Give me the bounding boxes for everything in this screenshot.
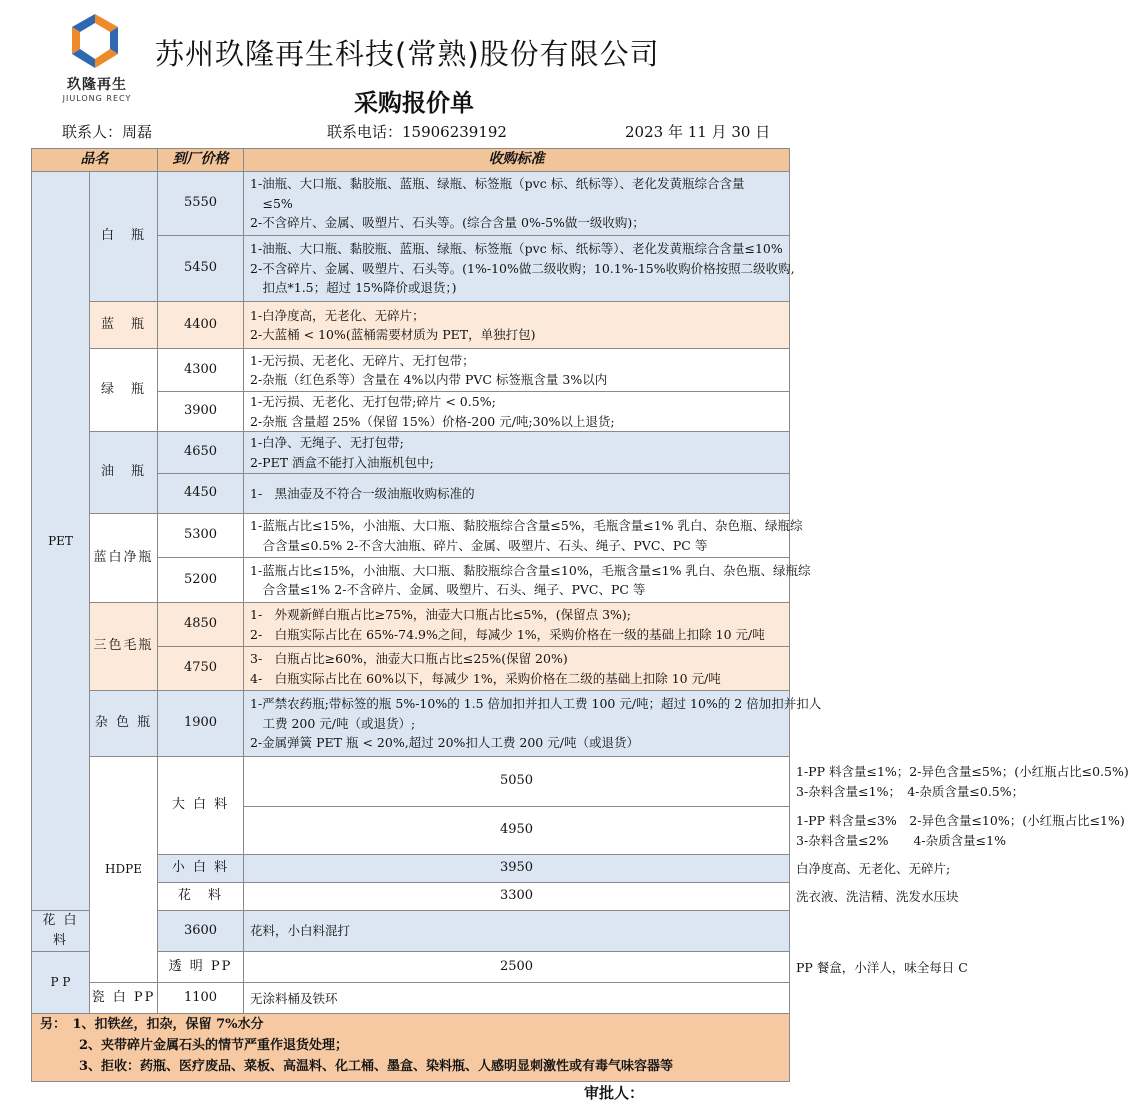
purchase-standard: 无涂料桶及铁环: [244, 983, 790, 1014]
product-price: 1900: [158, 691, 244, 757]
product-name: 绿 瓶: [90, 349, 158, 432]
header-product-name: 品名: [32, 149, 158, 172]
category-hdpe: HDPE: [90, 757, 158, 983]
product-price: 4450: [158, 474, 244, 514]
purchase-standard: 1- 外观新鲜白瓶占比≥75%，油壶大口瓶占比≤5%，(保留点 3%); 2- 白瓶实际占比在 65%-74.9%之间，每减少 1%，采购价格在一级的基础上扣除 10 元/吨: [244, 603, 790, 647]
category-pp: P P: [32, 952, 90, 1014]
note-line: 3、拒收：药瓶、医疗废品、菜板、高温料、化工桶、墨盒、染料瓶、人感明显刺激性或有毒气味容器等: [40, 1059, 674, 1075]
product-price: 2500: [244, 952, 790, 983]
contact-person: 联系人：周磊: [62, 123, 153, 141]
product-price: 5300: [158, 514, 244, 558]
product-price: 4850: [158, 603, 244, 647]
notes: [32, 1014, 790, 1082]
product-name: 小 白 料: [158, 855, 244, 883]
product-price: 5550: [158, 172, 244, 236]
product-name: 白 瓶: [90, 172, 158, 302]
product-name: 三色毛瓶: [90, 603, 158, 691]
product-price: 4950: [244, 807, 790, 855]
product-name: 花 白 料: [32, 911, 90, 952]
purchase-standard: 花料，小白料混打: [244, 911, 790, 952]
product-name: 蓝白净瓶: [90, 514, 158, 603]
product-price: 3600: [158, 911, 244, 952]
category-pet: PET: [32, 172, 90, 911]
purchase-standard: 1- 黑油壶及不符合一级油瓶收购标准的: [244, 474, 790, 514]
company-name: 苏州玖隆再生科技(常熟)股份有限公司: [155, 37, 660, 71]
product-name: 瓷 白 PP: [90, 983, 158, 1014]
note-line: 2、夹带碎片金属石头的情节严重作退货处理；: [40, 1038, 349, 1054]
product-price: 5200: [158, 558, 244, 603]
company-logo-icon: [66, 12, 124, 70]
purchase-standard: 1-白净、无绳子、无打包带; 2-PET 酒盒不能打入油瓶机包中;: [244, 432, 790, 474]
product-price: 4650: [158, 432, 244, 474]
product-name: 花 料: [158, 883, 244, 911]
product-name: 杂 色 瓶: [90, 691, 158, 757]
purchase-standard: 1-无污损、无老化、无碎片、无打包带； 2-杂瓶（红色系等）含量在 4%以内带 PVC 标签瓶含量 3%以内: [244, 349, 790, 392]
product-name: 大 白 料: [158, 757, 244, 855]
product-price: 3950: [244, 855, 790, 883]
purchase-standard: 1-白净度高，无老化、无碎片； 2-大蓝桶 < 10%(蓝桶需要材质为 PET，单独打包): [244, 302, 790, 349]
product-name: 蓝 瓶: [90, 302, 158, 349]
price-table: 品名 到厂价格 收购标准 PET 白 瓶 5550 1-油瓶、大口瓶、黏胶瓶、蓝瓶、绿瓶、标签瓶（pvc 标、纸标等）、老化发黄瓶综合含量 ≤5% 2-不含碎片、金属、吸塑片、石头等。(综合含量 0%-5%做一级收购)； 5450 1-油瓶、大口瓶、黏胶瓶、蓝瓶、绿瓶、标签瓶（pvc 标、纸标等）、老化发黄瓶综合含量≤10% 2-不含碎片、金属、吸塑片、石头等。(1%-10%做二级收购；10.1%-15%收购价格按照二级收购, 扣点*1.5；超过 15%降价或退货；) 蓝 瓶 4400 1-白净度高，无老化、无碎片； 2-大蓝桶 < 10%(蓝桶需要材质为 PET，单独打包) 绿 瓶 4300 1-无污损、无老化、无碎片、无打包带； 2-杂瓶（红色系等）含量在 4%以内带 PVC 标签瓶含量 3%以内 3900 1-无污损、无老化、无打包带;碎片 < 0.5%; 2-杂瓶 含量超 25%（保留 15%）价格-200 元/吨;30%以上退货; 油 瓶 4650 1-白净、无绳子、无打包带; 2-PET 酒盒不能打入油瓶机包中; 4450 1- 黑油壶及不符合一级油瓶收购标准的 蓝白净瓶 5300 1-蓝瓶占比≤15%，小油瓶、大口瓶、黏胶瓶综合含量≤5%，毛瓶含量≤1% 乳白、杂色瓶、绿瓶综 合含量≤0.5% 2-不含大油瓶、碎片、金属、吸塑片、石头、绳子、PVC、PC 等 5200 1-蓝瓶占比≤15%，小油瓶、大口瓶、黏胶瓶综合含量≤10%，毛瓶含量≤1% 乳白、杂色瓶、绿瓶综 合含量≤1% 2-不含碎片、金属、吸塑片、石头、绳子、PVC、PC 等 三色毛瓶 4850 1- 外观新鲜白瓶占比≥75%，油壶大口瓶占比≤5%，(保留点 3%); 2- 白瓶实际占比在 65%-74.9%之间，每减少 1%，采购价格在一级的基础上扣除 10 元/吨 4750 3- 白瓶占比≥60%，油壶大口瓶占比≤25%(保留 20%) 4- 白瓶实际占比在 60%以下，每减少 1%，采购价格在二级的基础上扣除 10 元/吨 杂 色 瓶 1900 1-严禁农药瓶;带标签的瓶 5%-10%的 1.5 倍加扣并扣人工费 100 元/吨；超过 10%的 2 倍加扣并扣人 工费 200 元/吨（或退货）; 2-金属弹簧 PET 瓶 < 20%,超过 20%扣人工费 200 元/吨（或退货） HDPE 大 白 料 5050 1-PP 料含量≤1%；2-异色含量≤5%；(小红瓶占比≤0.5%) 3-杂料含量≤1%； 4-杂质含量≤0.5%； 4950 1-PP 料含量≤3% 2-异色含量≤10%；(小红瓶占比≤1%) 3-杂料含量≤2% 4-杂质含量≤1% 小 白 料 3950 白净度高、无老化、无碎片; 花 料 3300 洗衣液、洗洁精、洗发水压块 花 白 料 3600 花料，小白料混打 P P 透 明 PP 2500 PP 餐盒，小洋人，味全每日 C 瓷 白 PP 1100 无涂料桶及铁环 另： 1、扣铁丝，扣杂，保留 7%水分 2、夹带碎片金属石头的情节严重作退货处理； 3、拒收：药瓶、医疗废品、菜板、高温料、化工桶、墨盒、染料瓶、人感明显刺激性或有毒气味容器等: [31, 148, 789, 1082]
quote-date: 2023 年 11 月 30 日: [625, 123, 771, 141]
purchase-standard: 1-严禁农药瓶;带标签的瓶 5%-10%的 1.5 倍加扣并扣人工费 100 元/吨；超过 10%的 2 倍加扣并扣人 工费 200 元/吨（或退货）; 2-金属弹簧 PET 瓶 < 20%,超过 20%扣人工费 200 元/吨（或退货）: [244, 691, 790, 757]
purchase-standard: 3- 白瓶占比≥60%，油壶大口瓶占比≤25%(保留 20%) 4- 白瓶实际占比在 60%以下，每减少 1%，采购价格在二级的基础上扣除 10 元/吨: [244, 647, 790, 691]
product-price: 5050: [244, 757, 790, 807]
document-title: 采购报价单: [354, 89, 474, 117]
contact-phone: 联系电话：15906239192: [327, 123, 507, 141]
product-price: 4300: [158, 349, 244, 392]
logo-subtext: JIULONG RECY: [62, 94, 132, 103]
note-line: 另： 1、扣铁丝，扣杂，保留 7%水分: [40, 1017, 264, 1033]
approver-label: 审批人：: [584, 1084, 645, 1102]
product-price: 3900: [158, 392, 244, 432]
purchase-standard: 1-油瓶、大口瓶、黏胶瓶、蓝瓶、绿瓶、标签瓶（pvc 标、纸标等）、老化发黄瓶综合含量≤10% 2-不含碎片、金属、吸塑片、石头等。(1%-10%做二级收购；10.1%-15%收购价格按照二级收购, 扣点*1.5；超过 15%降价或退货；): [244, 236, 790, 302]
product-price: 4400: [158, 302, 244, 349]
product-price: 5450: [158, 236, 244, 302]
product-price: 1100: [158, 983, 244, 1014]
header-price: 到厂价格: [158, 149, 244, 172]
product-name: 油 瓶: [90, 432, 158, 514]
purchase-standard: 1-油瓶、大口瓶、黏胶瓶、蓝瓶、绿瓶、标签瓶（pvc 标、纸标等）、老化发黄瓶综合含量 ≤5% 2-不含碎片、金属、吸塑片、石头等。(综合含量 0%-5%做一级收购)；: [244, 172, 790, 236]
purchase-standard: 1-蓝瓶占比≤15%，小油瓶、大口瓶、黏胶瓶综合含量≤10%，毛瓶含量≤1% 乳白、杂色瓶、绿瓶综 合含量≤1% 2-不含碎片、金属、吸塑片、石头、绳子、PVC、PC 等: [244, 558, 790, 603]
logo-text: 玖隆再生: [67, 77, 127, 93]
purchase-standard: 1-蓝瓶占比≤15%，小油瓶、大口瓶、黏胶瓶综合含量≤5%，毛瓶含量≤1% 乳白、杂色瓶、绿瓶综 合含量≤0.5% 2-不含大油瓶、碎片、金属、吸塑片、石头、绳子、PVC、PC 等: [244, 514, 790, 558]
header-standard: 收购标准: [244, 149, 790, 172]
product-name: 透 明 PP: [158, 952, 244, 983]
purchase-standard: 1-无污损、无老化、无打包带;碎片 < 0.5%; 2-杂瓶 含量超 25%（保留 15%）价格-200 元/吨;30%以上退货;: [244, 392, 790, 432]
product-price: 4750: [158, 647, 244, 691]
product-price: 3300: [244, 883, 790, 911]
